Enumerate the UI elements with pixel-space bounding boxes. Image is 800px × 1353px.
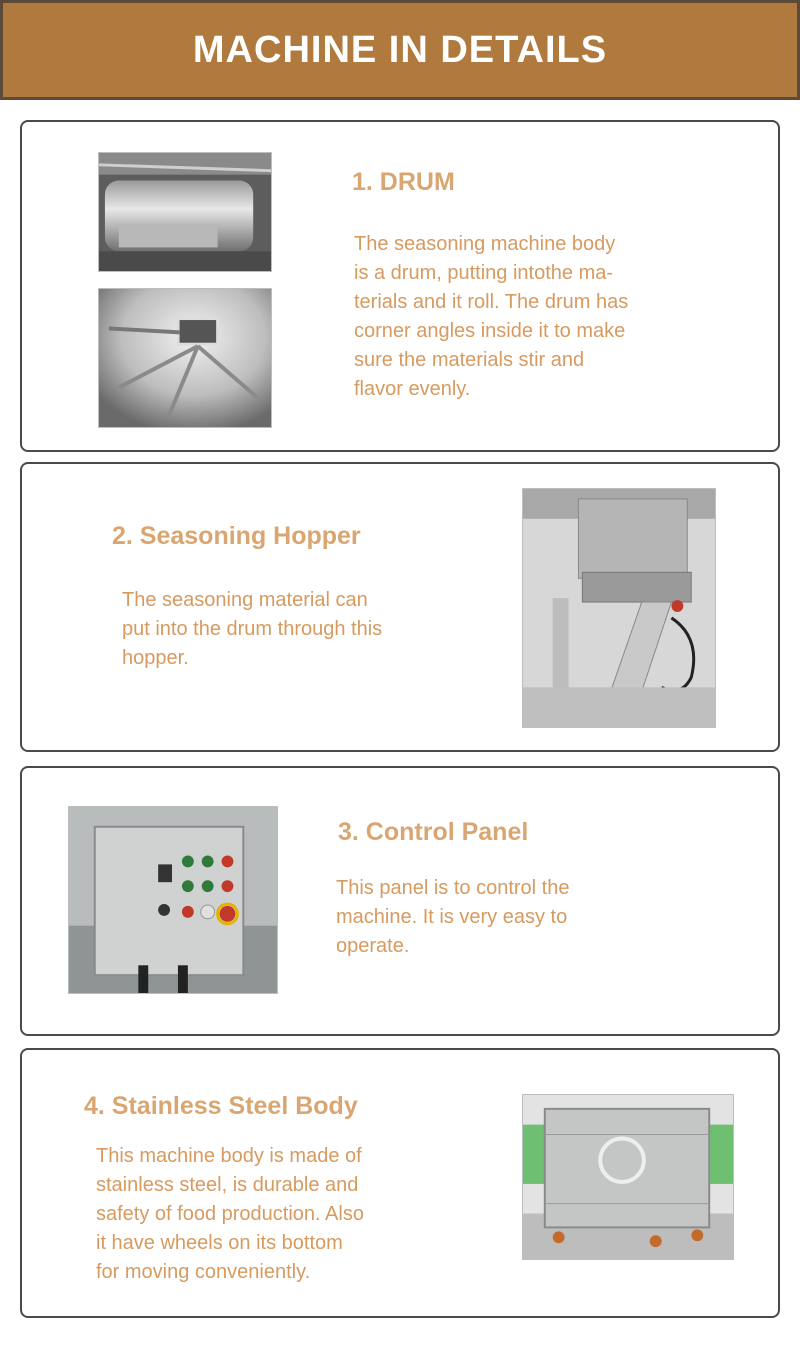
drum-exterior-photo: [98, 152, 272, 272]
section-description: This panel is to control the machine. It is very easy to operate.: [336, 877, 570, 957]
header-banner: [0, 0, 800, 100]
section-description: The seasoning material can put into the drum through this hopper.: [122, 589, 383, 669]
page-title: MACHINE IN DETAILS: [192, 28, 608, 71]
section-description: The seasoning machine body is a drum, putting intothe ma- terials and it roll. The drum has corner angles inside it to make sure the materials stir and flavor evenly.: [354, 233, 629, 400]
section-description: This machine body is made of stainless steel, is durable and safety of food production. Also it have wheels on its bottom for moving conveniently.: [96, 1145, 364, 1283]
section-title: 3. Control Panel: [338, 818, 529, 846]
control-panel-photo: [68, 806, 278, 994]
section-drum: [20, 120, 780, 452]
section-seasoning-hopper: [20, 462, 780, 752]
section-title: 1. DRUM: [352, 168, 455, 196]
hopper-photo: [522, 488, 716, 728]
section-title: 4. Stainless Steel Body: [84, 1092, 358, 1120]
section-control-panel: [20, 766, 780, 1036]
section-stainless-steel-body: [20, 1048, 780, 1318]
section-title: 2. Seasoning Hopper: [112, 522, 361, 550]
drum-interior-photo: [98, 288, 272, 428]
stainless-body-photo: [522, 1094, 734, 1260]
